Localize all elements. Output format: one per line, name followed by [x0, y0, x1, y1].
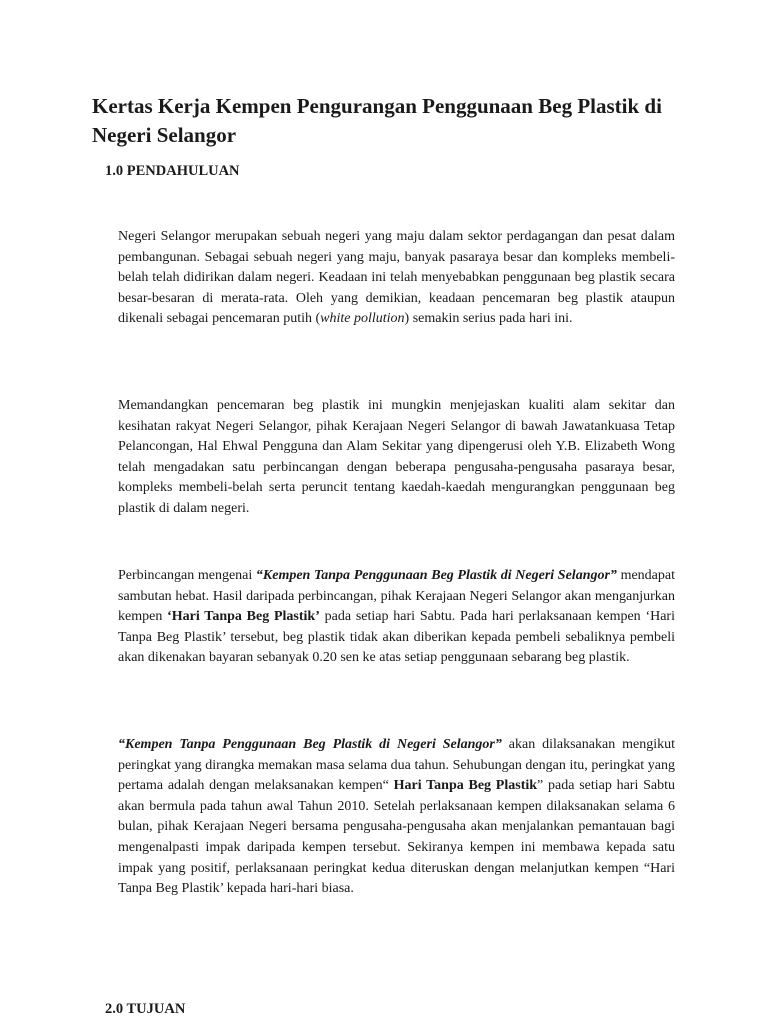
paragraph-1-text-end: ) semakin serius pada hari ini. [404, 311, 573, 327]
paragraph-3-text: Perbincangan mengenai [118, 568, 256, 583]
section-heading-pendahuluan: 1.0 PENDAHULUAN [105, 163, 240, 179]
paragraph-4-text: akan dilaksanakan mengikut peringkat yang dirangka memakan masa selama dua tahun. Sehubungan dengan itu, peringkat yang pertama adalah dengan melaksanakan kempen“ [118, 737, 675, 794]
paragraph-2 [118, 396, 675, 520]
paragraph-3-text-mid: mendapat sambutan hebat. Hasil daripada perbincangan, pihak Kerajaan Negeri Selangor akan menganjurkan kempen [118, 568, 676, 625]
paragraph-3 [118, 566, 675, 669]
paragraph-1-italic-term: white pollution [320, 311, 405, 327]
paragraph-4-campaign-name: “Kempen Tanpa Penggunaan Beg Plastik di Negeri Selangor” [118, 737, 502, 752]
paragraph-4-text-end: ” pada setiap hari Sabtu akan bermula pada tahun awal Tahun 2010. Setelah perlaksanaan kempen dilaksanakan selama 6 bulan, pihak Kerajaan Negeri bersama pengusaha-pengusaha akan menjalankan pemantauan bagi mengenalpasti impak daripada kempen tersebut. Sekiranya kempen ini membawa kepada satu impak yang positif, perlaksanaan peringkat kedua diteruskan dengan melanjutkan kempen “Hari Tanpa Beg Plastik’ kepada hari-hari biasa. [118, 778, 676, 897]
paragraph-3-campaign-name: “Kempen Tanpa Penggunaan Beg Plastik di Negeri Selangor” [255, 568, 617, 583]
document-title: Kertas Kerja Kempen Pengurangan Penggunaan Beg Plastik di Negeri Selangor [92, 94, 662, 147]
paragraph-4-day-name: Hari Tanpa Beg Plastik [393, 778, 538, 794]
paragraph-1-text: Negeri Selangor merupakan sebuah negeri yang maju dalam sektor perdagangan dan pesat dalam pembangunan. Sebagai sebuah negeri yang maju, banyak pasaraya besar dan kompleks membeli-belah telah didirikan dalam negeri. Keadaan ini telah menyebabkan penggunaan beg plastik secara besar-besaran di merata-rata. Oleh yang demikian, keadaan pencemaran beg plastik ataupun dikenali sebagai pencemaran putih ( [118, 229, 675, 327]
paragraph-1 [118, 227, 675, 330]
paragraph-4 [118, 735, 675, 900]
section-heading-tujuan: 2.0 TUJUAN [105, 1001, 186, 1017]
paragraph-3-text-end: pada setiap hari Sabtu. Pada hari perlaksanaan kempen ‘Hari Tanpa Beg Plastik’ tersebut, beg plastik tidak akan diberikan kepada pembeli sebaliknya pembeli akan dikenakan bayaran sebanyak 0.20 sen ke atas setiap penggunaan sebarang beg plastik. [118, 609, 675, 666]
paragraph-3-day-name: ‘Hari Tanpa Beg Plastik’ [167, 609, 320, 625]
paragraph-2-text: Memandangkan pencemaran beg plastik ini mungkin menjejaskan kualiti alam sekitar dan kesihatan rakyat Negeri Selangor, pihak Kerajaan Negeri Selangor di bawah Jawatankuasa Tetap Pelancongan, Hal Ehwal Pengguna dan Alam Sekitar yang dipengerusi oleh Y.B. Elizabeth Wong telah mengadakan satu perbincangan dengan beberapa pengusaha-pengusaha pasaraya besar, kompleks membeli-belah serta peruncit tentang kaedah-kaedah mengurangkan penggunaan beg plastik di dalam negeri. [118, 398, 675, 516]
